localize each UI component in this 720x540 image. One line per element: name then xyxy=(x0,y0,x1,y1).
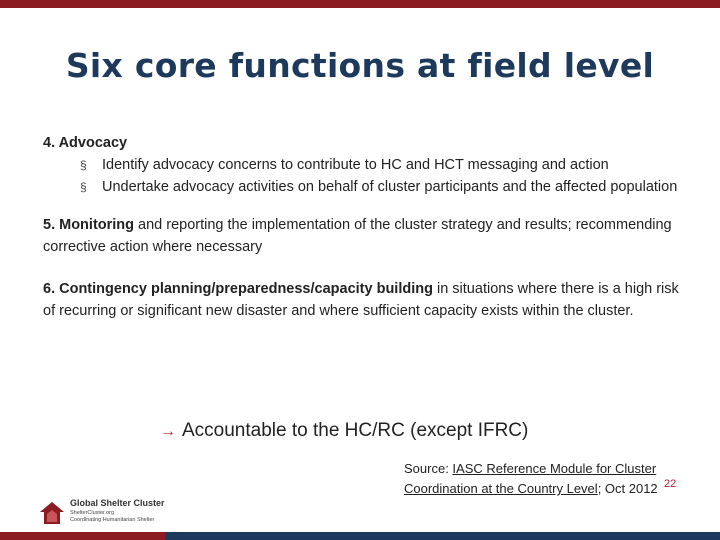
source-link[interactable]: IASC Reference Module for Cluster Coordination at the Country Level xyxy=(404,461,657,496)
slide-title: Six core functions at field level xyxy=(65,46,655,85)
logo-name: Global Shelter Cluster xyxy=(70,498,165,508)
logo-url: ShelterCluster.org xyxy=(70,510,115,516)
arrow-right-icon: → xyxy=(160,423,176,440)
logo-tagline: Coordinating Humanitarian Shelter xyxy=(70,517,155,523)
advocacy-heading: 4. Advocacy xyxy=(43,135,128,151)
list-item: § Undertake advocacy activities on behalf of cluster participants and the affected population xyxy=(80,176,683,198)
bullet-icon: § xyxy=(80,158,87,172)
source-citation: Source: IASC Reference Module for Cluster Coordination at the Country Level; Oct 2012 xyxy=(404,461,658,496)
top-brand-bar xyxy=(0,0,720,8)
contingency-paragraph: 6. Contingency planning/preparedness/capacity building in situations where there is a high risk of recurring or significant new disaster and where sufficient capacity exists within the cluster. xyxy=(43,281,679,319)
global-shelter-cluster-logo xyxy=(38,498,188,528)
page-number: 22 xyxy=(664,478,677,490)
accountable-statement: → Accountable to the HC/RC (except IFRC) xyxy=(160,420,529,441)
list-item: § Identify advocacy concerns to contribute to HC and HCT messaging and action xyxy=(80,154,683,176)
bullet-icon: § xyxy=(80,180,87,194)
house-logo-icon xyxy=(38,500,66,526)
monitoring-paragraph: 5. Monitoring and reporting the implementation of the cluster strategy and results; recommending corrective action where necessary xyxy=(43,217,672,255)
advocacy-bullets xyxy=(43,154,683,198)
bottom-brand-accent xyxy=(0,532,165,540)
slide-body xyxy=(43,132,683,322)
